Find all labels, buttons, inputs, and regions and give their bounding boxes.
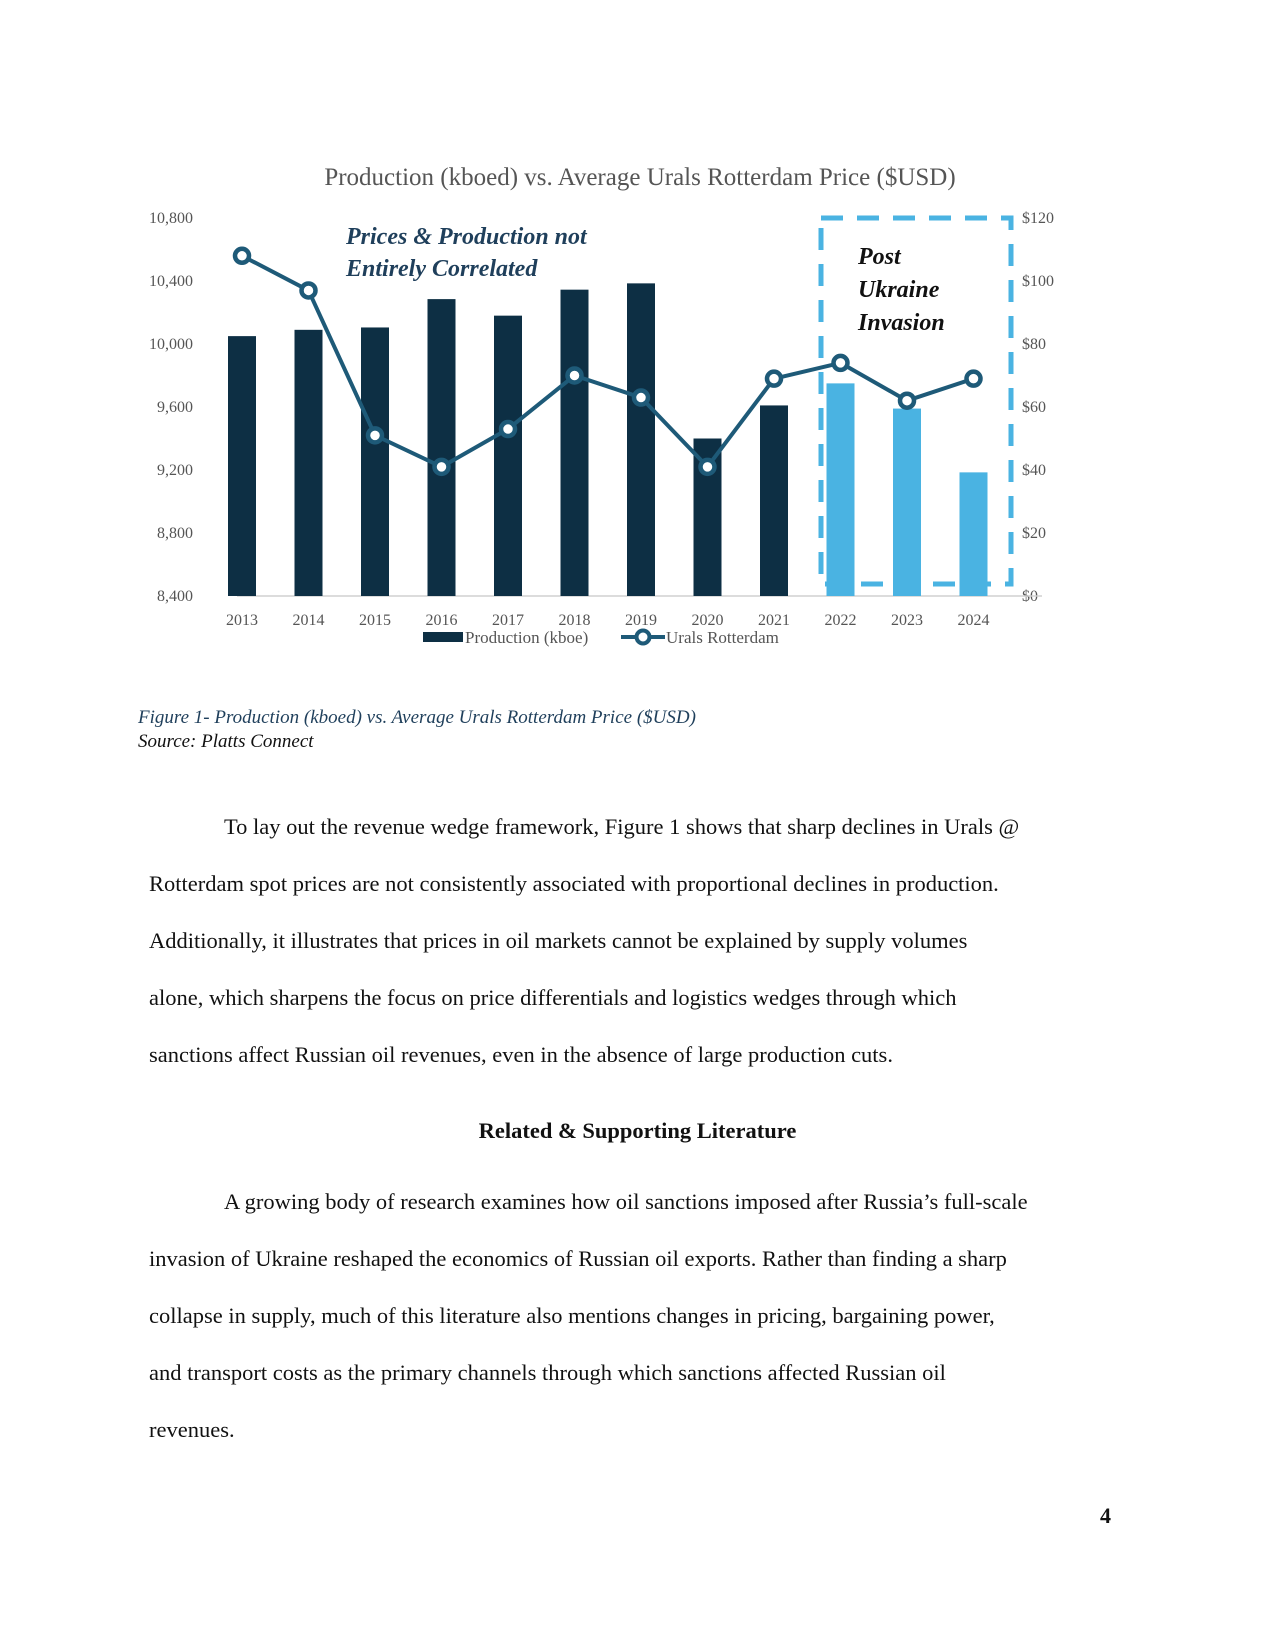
- section-heading: Related & Supporting Literature: [478, 1118, 797, 1143]
- left-axis-tick-label: 10,800: [149, 210, 193, 227]
- production-bar: [494, 316, 522, 596]
- paragraph-line: invasion of Ukraine reshaped the economics of Russian oil exports. Rather than finding a sharp: [149, 1246, 1007, 1271]
- left-axis-tick-label: 8,400: [157, 588, 193, 605]
- production-bar: [361, 327, 389, 596]
- production-bar: [893, 409, 921, 596]
- paragraph-line: collapse in supply, much of this literature also mentions changes in pricing, bargaining power,: [149, 1303, 995, 1328]
- x-axis-tick-label: 2020: [691, 612, 724, 629]
- paragraph-line: A growing body of research examines how oil sanctions imposed after Russia’s full-scale: [224, 1189, 1028, 1214]
- x-axis-tick-label: 2014: [292, 612, 325, 629]
- production-bar: [428, 299, 456, 596]
- figure-caption-source: Source: Platts Connect: [138, 731, 314, 752]
- x-axis-tick-label: 2022: [824, 612, 857, 629]
- invasion-annotation: [857, 244, 945, 336]
- right-axis-tick-label: $100: [1022, 273, 1054, 290]
- x-axis-ticks: [226, 612, 990, 629]
- correlation-annotation: [345, 224, 588, 282]
- paragraph-line: alone, which sharpens the focus on price differentials and logistics wedges through which: [149, 985, 957, 1010]
- paragraph-line: Additionally, it illustrates that prices in oil markets cannot be explained by supply volumes: [149, 928, 968, 953]
- x-axis-tick-label: 2013: [226, 612, 258, 629]
- x-axis-tick-label: 2017: [492, 612, 524, 629]
- urals-price-point: [235, 249, 249, 263]
- page-number: 4: [1100, 1503, 1111, 1528]
- paragraph-line: To lay out the revenue wedge framework, Figure 1 shows that sharp declines in Urals @: [224, 814, 1020, 839]
- production-bar: [627, 283, 655, 596]
- urals-price-point: [967, 372, 981, 386]
- left-axis-tick-label: 8,800: [157, 525, 193, 542]
- right-axis-tick-label: $60: [1022, 399, 1046, 416]
- left-axis-ticks: [149, 210, 193, 605]
- right-axis-tick-label: $120: [1022, 210, 1054, 227]
- urals-price-point: [634, 391, 648, 405]
- production-bar: [960, 472, 988, 596]
- left-axis-tick-label: 10,400: [149, 273, 193, 290]
- production-bar: [295, 330, 323, 596]
- paragraph-line: Rotterdam spot prices are not consistently associated with proportional declines in production.: [149, 871, 999, 896]
- figure-caption: [138, 706, 696, 754]
- urals-price-point: [767, 372, 781, 386]
- urals-price-point: [568, 369, 582, 383]
- paragraph-line: sanctions affect Russian oil revenues, even in the absence of large production cuts.: [149, 1042, 893, 1067]
- right-axis-tick-label: $0: [1022, 588, 1038, 605]
- x-axis-tick-label: 2015: [359, 612, 391, 629]
- left-axis-tick-label: 9,200: [157, 462, 193, 479]
- paragraph-line: and transport costs as the primary channels through which sanctions affected Russian oil: [149, 1360, 946, 1385]
- chart-title: Production (kboed) vs. Average Urals Rotterdam Price ($USD): [324, 164, 956, 191]
- left-axis-tick-label: 9,600: [157, 399, 193, 416]
- urals-price-point: [302, 283, 316, 297]
- production-bar: [228, 336, 256, 596]
- production-bar: [760, 405, 788, 596]
- right-axis-tick-label: $20: [1022, 525, 1046, 542]
- production-bar: [827, 383, 855, 596]
- urals-price-point: [501, 422, 515, 436]
- invasion-annotation-line1: Post: [858, 244, 901, 270]
- legend-swatch-production: [423, 632, 463, 642]
- urals-price-point: [701, 460, 715, 474]
- urals-price-point: [900, 394, 914, 408]
- paragraph-revenue-wedge: [149, 798, 1129, 1083]
- right-axis-ticks: [1022, 210, 1054, 605]
- left-axis-tick-label: 10,000: [149, 336, 193, 353]
- legend-label-urals: Urals Rotterdam: [666, 628, 779, 647]
- x-axis-tick-label: 2023: [891, 612, 923, 629]
- paragraph-line: revenues.: [149, 1417, 235, 1442]
- x-axis-tick-label: 2021: [758, 612, 790, 629]
- correlation-annotation-line1: Prices & Production not: [346, 224, 587, 250]
- figure-caption-title: Figure 1- Production (kboed) vs. Average Urals Rotterdam Price ($USD): [138, 707, 696, 728]
- legend-swatch-urals-marker: [637, 631, 650, 644]
- legend-label-production: Production (kboe): [465, 628, 589, 647]
- invasion-annotation-line3: Invasion: [858, 310, 945, 336]
- chart-legend: [423, 628, 779, 647]
- production-bar: [561, 290, 589, 596]
- production-price-chart: [130, 160, 1110, 680]
- x-axis-tick-label: 2018: [558, 612, 591, 629]
- correlation-annotation-line2: Entirely Correlated: [346, 256, 538, 282]
- paragraph-literature: [149, 1173, 1129, 1458]
- invasion-annotation-line2: Ukraine: [858, 277, 940, 303]
- x-axis-tick-label: 2024: [957, 612, 990, 629]
- x-axis-tick-label: 2016: [425, 612, 458, 629]
- right-axis-tick-label: $80: [1022, 336, 1046, 353]
- urals-price-point: [435, 460, 449, 474]
- right-axis-tick-label: $40: [1022, 462, 1046, 479]
- urals-price-point: [834, 356, 848, 370]
- urals-price-point: [368, 428, 382, 442]
- x-axis-tick-label: 2019: [625, 612, 657, 629]
